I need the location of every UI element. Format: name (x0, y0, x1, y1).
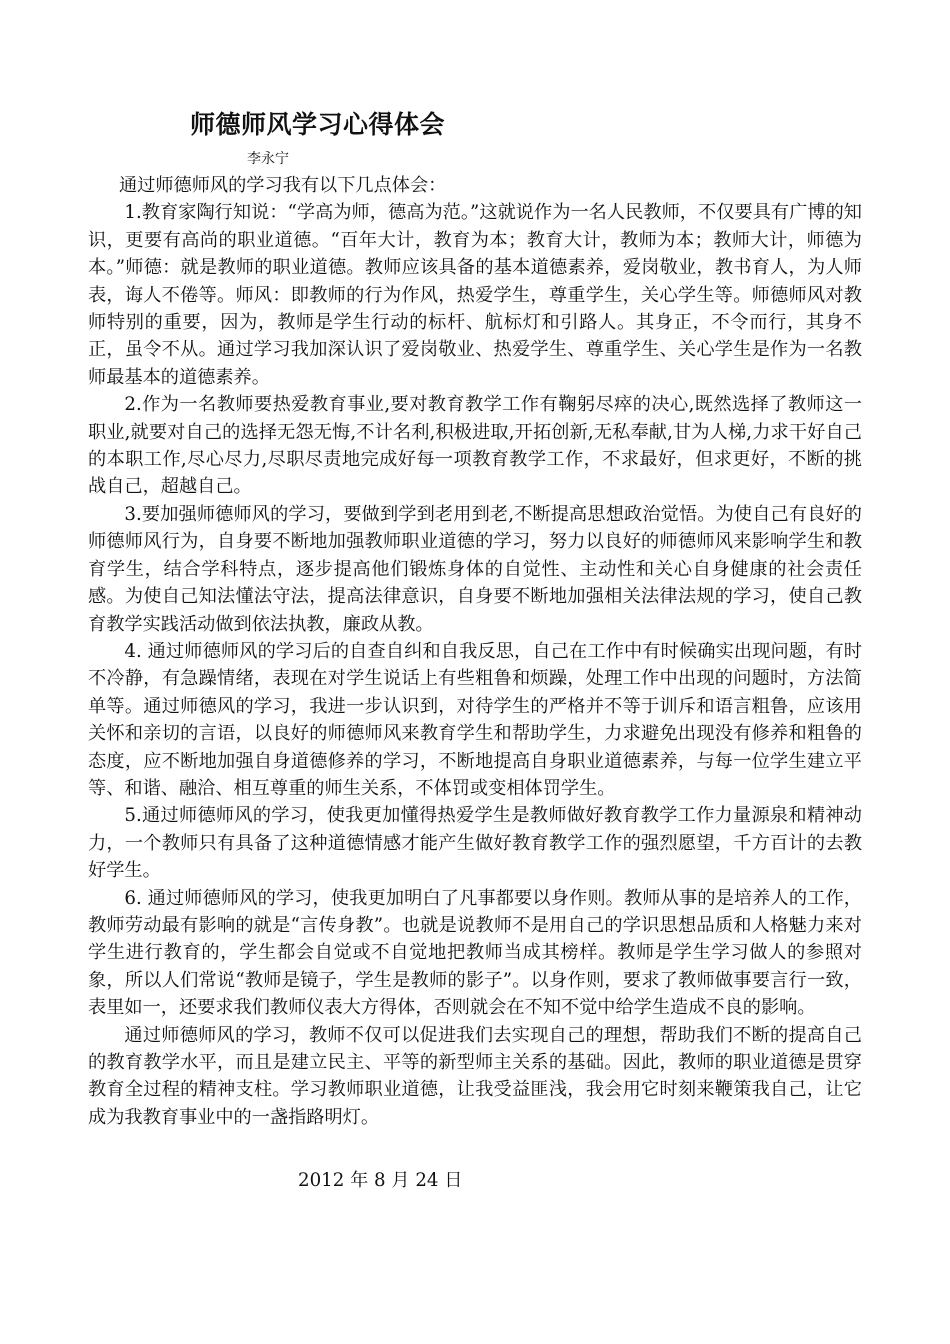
document-date: 2012 年 8 月 24 日 (298, 1170, 463, 1191)
paragraph-5: 5.通过师德师风的学习，使我更加懂得热爱学生是教师做好教育教学工作力量源泉和精神动力，一个教师只有具备了这种道德情感才能产生做好教育教学工作的强烈愿望，千方百计的去教好学生。 (88, 805, 862, 882)
paragraph-2: 2.作为一名教师要热爱教育事业,要对教育教学工作有鞠躬尽瘁的决心,既然选择了教师这一职业,就要对自己的选择无怨无悔,不计名利,积极进取,开拓创新,无私奉献,甘为人梯,力求干好自己的本职工作,尽心尽力,尽职尽责地完成好每一项教育教学工作，不求最好，但求更好，不断的挑战自己，超越自己。 (88, 394, 862, 498)
document-body (88, 172, 862, 1131)
paragraph-6: 6. 通过师德师风的学习，使我更加明白了凡事都要以身作则。教师从事的是培养人的工作，教师劳动最有影响的就是“言传身教”。也就是说教师不是用自己的学识思想品质和人格魅力来对学生进行教育的，学生都会自觉或不自觉地把教师当成其榜样。教师是学生学习做人的参照对象，所以人们常说“教师是镜子，学生是教师的影子”。以身作则，要求了教师做事要言行一致，表里如一，还要求我们教师仪表大方得体，否则就会在不知不觉中给学生造成不良的影响。 (88, 887, 862, 1019)
document-title: 师德师风学习心得体会 (190, 110, 446, 139)
paragraph-1: 1.教育家陶行知说：“学高为师，德高为范。”这就说作为一名人民教师，不仅要具有广博的知识，更要有高尚的职业道德。“百年大计，教育为本；教育大计，教师为本；教师大计，师德为本。”师德：就是教师的职业道德。教师应该具备的基本道德素养，爱岗敬业，教书育人，为人师表，诲人不倦等。师风：即教师的行为作风，热爱学生，尊重学生，关心学生等。师德师风对教师特别的重要，因为，教师是学生行动的标杆、航标灯和引路人。其身正，不令而行，其身不正，虽令不从。通过学习我加深认识了爱岗敬业、热爱学生、尊重学生、关心学生是作为一名教师最基本的道德素养。 (88, 202, 862, 388)
paragraph-4: 4. 通过师德师风的学习后的自查自纠和自我反思，自己在工作中有时候确实出现问题，有时不冷静，有急躁情绪，表现在对学生说话上有些粗鲁和烦躁，处理工作中出现的问题时，方法简单等。通过师德风的学习，我进一步认识到，对待学生的严格并不等于训斥和语言粗鲁，应该用关怀和亲切的言语，以良好的师德师风来教育学生和帮助学生，力求避免出现没有修养和粗鲁的态度，应不断地加强自身道德修养的学习，不断地提高自身职业道德素养，与每一位学生建立平等、和谐、融洽、相互尊重的师生关系，不体罚或变相体罚学生。 (88, 640, 862, 799)
author-name: 李永宁 (247, 151, 289, 167)
intro-paragraph: 通过师德师风的学习我有以下几点体会： (118, 175, 447, 196)
paragraph-3: 3.要加强师德师风的学习，要做到学到老用到老,不断提高思想政治觉悟。为使自己有良好的师德师风行为，自身要不断地加强教师职业道德的学习，努力以良好的师德师风来影响学生和教育学生，结合学科特点，逐步提高他们锻炼身体的自觉性、主动性和关心自身健康的社会责任感。为使自己知法懂法守法，提高法律意识，自身要不断地加强相关法律法规的学习，使自己教育教学实践活动做到依法执教，廉政从教。 (88, 503, 862, 635)
conclusion-paragraph: 通过师德师风的学习，教师不仅可以促进我们去实现自己的理想，帮助我们不断的提高自己的教育教学水平，而且是建立民主、平等的新型师主关系的基础。因此，教师的职业道德是贯穿教育全过程的精神支柱。学习教师职业道德，让我受益匪浅，我会用它时刻来鞭策我自己，让它成为我教育事业中的一盏指路明灯。 (88, 1024, 862, 1128)
